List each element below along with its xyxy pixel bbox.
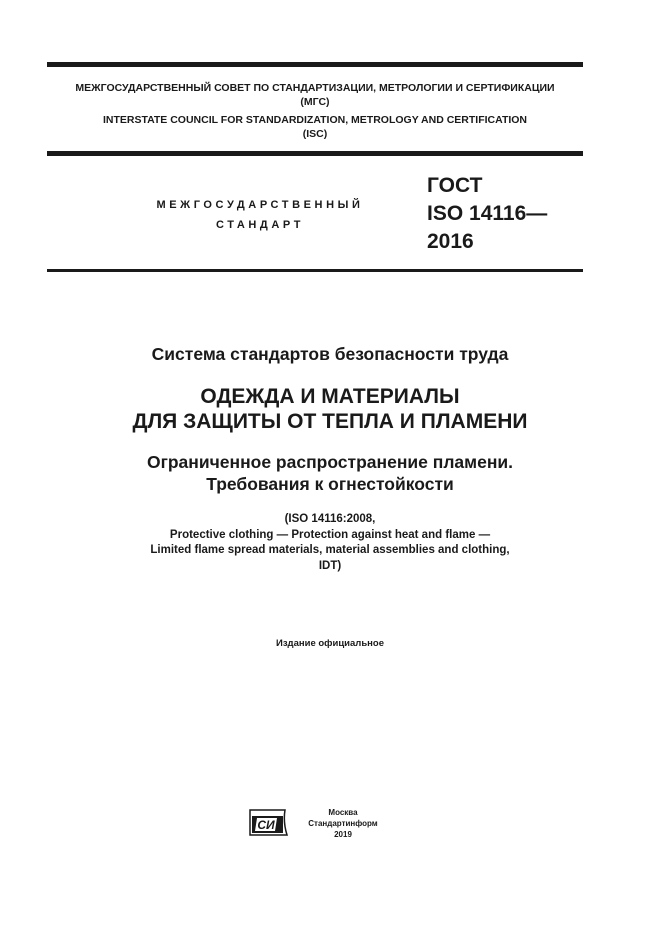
gost-label: ГОСТ bbox=[427, 174, 483, 197]
iso-reference-line1: (ISO 14116:2008, bbox=[284, 513, 376, 525]
header-bottom-rule bbox=[47, 151, 583, 156]
iso-reference-line2: Protective clothing — Protection against heat and flame — bbox=[169, 528, 491, 541]
standartinform-logo-icon bbox=[249, 808, 289, 838]
top-rule bbox=[47, 62, 583, 67]
publisher-city: Москва bbox=[328, 808, 358, 817]
subtitle-line2: Требования к огнестойкости bbox=[206, 474, 454, 494]
council-en-abbr: (ISC) bbox=[302, 128, 328, 140]
publisher-name: Стандартинформ bbox=[308, 819, 378, 828]
edition-label: Издание официальное bbox=[276, 638, 384, 649]
system-title: Система стандартов безопасности труда bbox=[151, 344, 509, 364]
iso-reference-line4: IDT) bbox=[318, 559, 342, 572]
publisher-info bbox=[300, 807, 386, 840]
council-ru-abbr: (МГС) bbox=[300, 96, 330, 108]
subtitle bbox=[60, 451, 600, 495]
council-ru bbox=[47, 81, 583, 109]
main-title-line1: ОДЕЖДА И МАТЕРИАЛЫ bbox=[200, 385, 460, 408]
main-title bbox=[60, 384, 600, 434]
council-en bbox=[47, 113, 583, 141]
publisher-year: 2019 bbox=[334, 830, 352, 839]
iso-reference-line3: Limited flame spread materials, material assemblies and clothing, bbox=[150, 544, 510, 556]
main-title-line2: ДЛЯ ЗАЩИТЫ ОТ ТЕПЛА И ПЛАМЕНИ bbox=[132, 410, 528, 433]
svg-text:СИ: СИ bbox=[257, 818, 275, 832]
council-en-name: INTERSTATE COUNCIL FOR STANDARDIZATION, METROLOGY AND CERTIFICATION bbox=[102, 114, 528, 126]
gost-year: 2016 bbox=[427, 230, 474, 253]
designation-bottom-rule bbox=[47, 269, 583, 272]
standard-type-line1: МЕЖГОСУДАРСТВЕННЫЙ bbox=[156, 199, 364, 211]
gost-designation bbox=[427, 172, 547, 256]
council-ru-name: МЕЖГОСУДАРСТВЕННЫЙ СОВЕТ ПО СТАНДАРТИЗАЦИИ, МЕТРОЛОГИИ И СЕРТИФИКАЦИИ bbox=[75, 82, 555, 94]
iso-reference bbox=[60, 512, 600, 574]
standard-type-line2: СТАНДАРТ bbox=[215, 219, 305, 231]
subtitle-line1: Ограниченное распространение пламени. bbox=[146, 452, 514, 472]
gost-number: ISO 14116— bbox=[427, 202, 548, 225]
standard-type bbox=[110, 195, 410, 235]
